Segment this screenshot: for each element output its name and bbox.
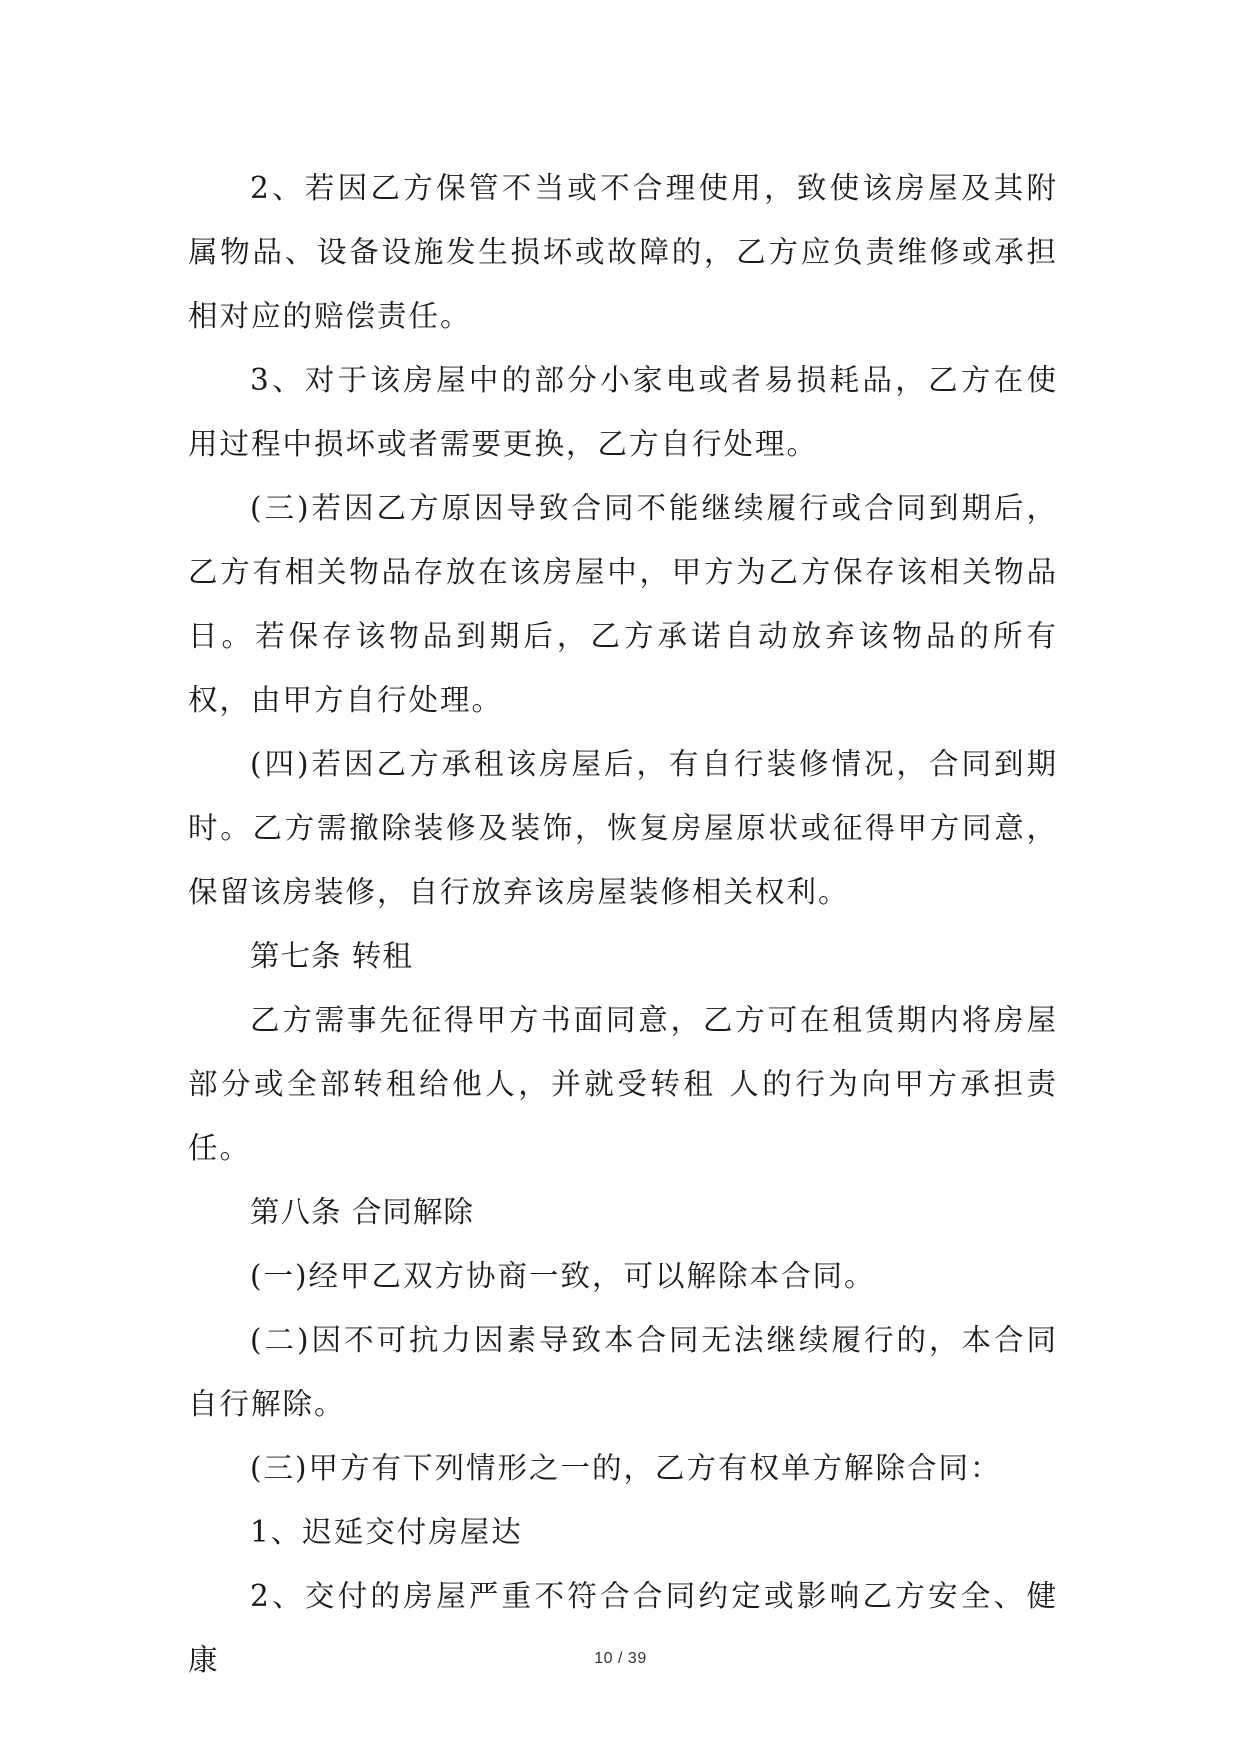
article-7-heading: 第七条 转租 [250, 939, 413, 973]
paragraph-item-3-small-appliances: 3、对于该房屋中的部分小家电或者易损耗品，乙方在使用过程中损坏或者需要更换，乙方自行处理。 [188, 363, 1058, 461]
paragraph-item-2-damage-liability: 2、若因乙方保管不当或不合理使用，致使该房屋及其附属物品、设备设施发生损坏或故障的，乙方应负责维修或承担相对应的赔偿责任。 [188, 171, 1058, 333]
paragraph-section-4-renovation: (四)若因乙方承租该房屋后，有自行装修情况，合同到期时。乙方需撤除装修及装饰，恢复房屋原状或征得甲方同意，保留该房装修，自行放弃该房屋装修相关权利。 [188, 747, 1058, 909]
paragraph-item-2-nonconforming: 2、交付的房屋严重不符合合同约定或影响乙方安全、健康 [188, 1579, 1058, 1677]
paragraph-sublease-terms: 乙方需事先征得甲方书面同意，乙方可在租赁期内将房屋部分或全部转租给他人，并就受转租 人的行为向甲方承担责任。 [188, 1003, 1058, 1165]
article-8-heading: 第八条 合同解除 [250, 1195, 474, 1229]
page-number: 10 / 39 [594, 1650, 647, 1667]
paragraph-termination-3: (三)甲方有下列情形之一的，乙方有权单方解除合同： [250, 1451, 1002, 1485]
paragraph-item-1-delay: 1、迟延交付房屋达 [250, 1515, 523, 1549]
paragraph-termination-1: (一)经甲乙双方协商一致，可以解除本合同。 [250, 1259, 876, 1293]
paragraph-termination-2: (二)因不可抗力因素导致本合同无法继续履行的，本合同自行解除。 [188, 1323, 1058, 1421]
paragraph-section-3-stored-items: (三)若因乙方原因导致合同不能继续履行或合同到期后，乙方有相关物品存放在该房屋中，甲方为乙方保存该相关物品 日。若保存该物品到期后，乙方承诺自动放弃该物品的所有权，由甲方自行处理。 [188, 491, 1058, 717]
document-body [188, 156, 1058, 1692]
